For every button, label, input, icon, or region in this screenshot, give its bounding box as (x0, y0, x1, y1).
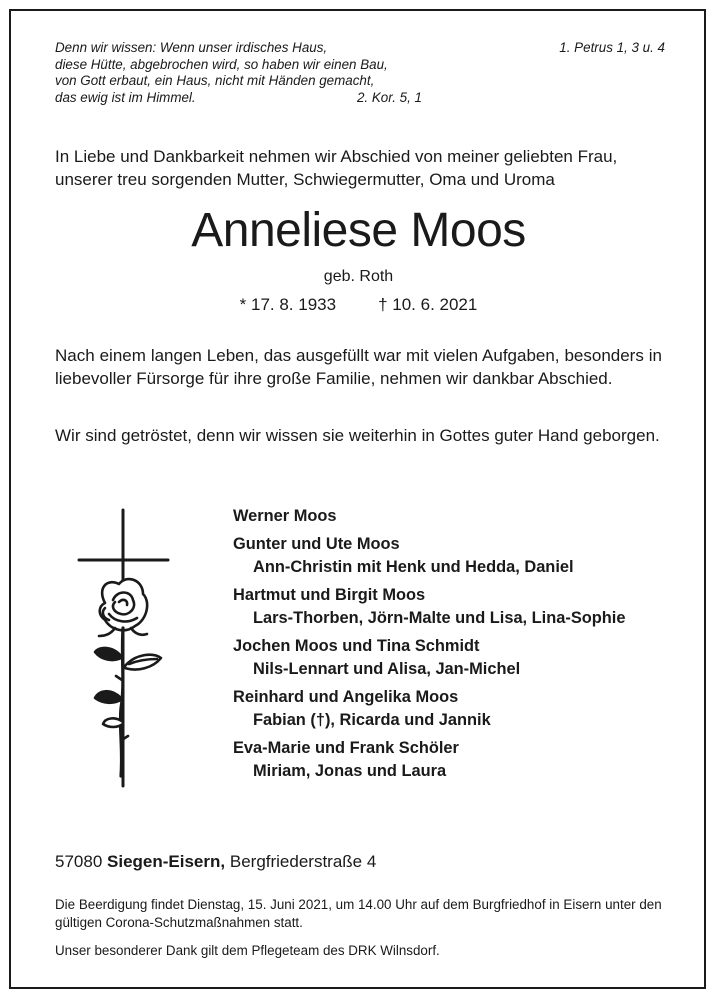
family-group (233, 635, 625, 681)
cross-with-rose-icon (75, 508, 175, 793)
verse-reference-kor: 2. Kor. 5, 1 (356, 89, 422, 105)
intro-line-2: unserer treu sorgenden Mutter, Schwiegermutter, Oma und Uroma (55, 170, 555, 189)
family-head: Reinhard und Angelika Moos (233, 688, 459, 706)
family-head: Hartmut und Birgit Moos (233, 586, 426, 604)
family-children: Nils-Lennart und Alisa, Jan-Michel (253, 660, 521, 678)
family-group (233, 584, 625, 630)
family-children: Fabian (†), Ricarda und Jannik (253, 711, 491, 729)
family-list (233, 505, 625, 788)
life-dates (0, 295, 717, 315)
family-children: Miriam, Jonas und Laura (253, 762, 447, 780)
death-date: † 10. 6. 2021 (378, 295, 478, 314)
family-head: Gunter und Ute Moos (233, 535, 400, 553)
family-group (233, 533, 625, 579)
maiden-name: geb. Roth (323, 268, 394, 285)
family-head: Werner Moos (233, 507, 337, 525)
deceased-name: Anneliese Moos (191, 204, 526, 257)
family-children: Lars-Thorben, Jörn-Malte und Lisa, Lina-Sophie (253, 609, 626, 627)
address-zip: 57080 (55, 852, 103, 871)
verse-line: Denn wir wissen: Wenn unser irdisches Haus, (55, 40, 328, 55)
paragraph-life: Nach einem langen Leben, das ausgefüllt war mit vielen Aufgaben, besonders in liebevoller Fürsorge für ihre große Familie, nehmen wir dankbar Abschied. (55, 346, 662, 388)
bible-verse (55, 40, 435, 106)
address-street: Bergfriederstraße 4 (229, 852, 377, 871)
verse-line: das ewig ist im Himmel. (55, 89, 196, 105)
intro-line-1: In Liebe und Dankbarkeit nehmen wir Abschied von meiner geliebten Frau, (55, 147, 618, 166)
family-group (233, 686, 625, 732)
family-children: Ann-Christin mit Henk und Hedda, Daniel (253, 558, 574, 576)
intro-text (55, 145, 665, 191)
funeral-notice: Die Beerdigung findet Dienstag, 15. Juni 2021, um 14.00 Uhr auf dem Burgfriedhof in Eisern unter den gültigen Corona-Schutzmaßnahmen statt. (55, 897, 662, 930)
verse-line: diese Hütte, abgebrochen wird, so haben wir einen Bau, (55, 56, 388, 72)
birth-date: * 17. 8. 1933 (239, 295, 337, 314)
family-head: Eva-Marie und Frank Schöler (233, 739, 459, 757)
paragraph-comfort: Wir sind getröstet, denn wir wissen sie weiterhin in Gottes guter Hand geborgen. (55, 426, 660, 445)
family-group (233, 737, 625, 783)
verse-reference-petrus: 1. Petrus 1, 3 u. 4 (559, 40, 665, 55)
address (55, 852, 376, 872)
verse-line: von Gott erbaut, ein Haus, nicht mit Händen gemacht, (55, 73, 375, 89)
family-group (233, 505, 625, 528)
address-city: Siegen-Eisern, (107, 852, 226, 871)
family-head: Jochen Moos und Tina Schmidt (233, 637, 480, 655)
thanks-notice: Unser besonderer Dank gilt dem Pflegeteam des DRK Wilnsdorf. (55, 943, 440, 958)
verse-line-last (55, 90, 422, 107)
